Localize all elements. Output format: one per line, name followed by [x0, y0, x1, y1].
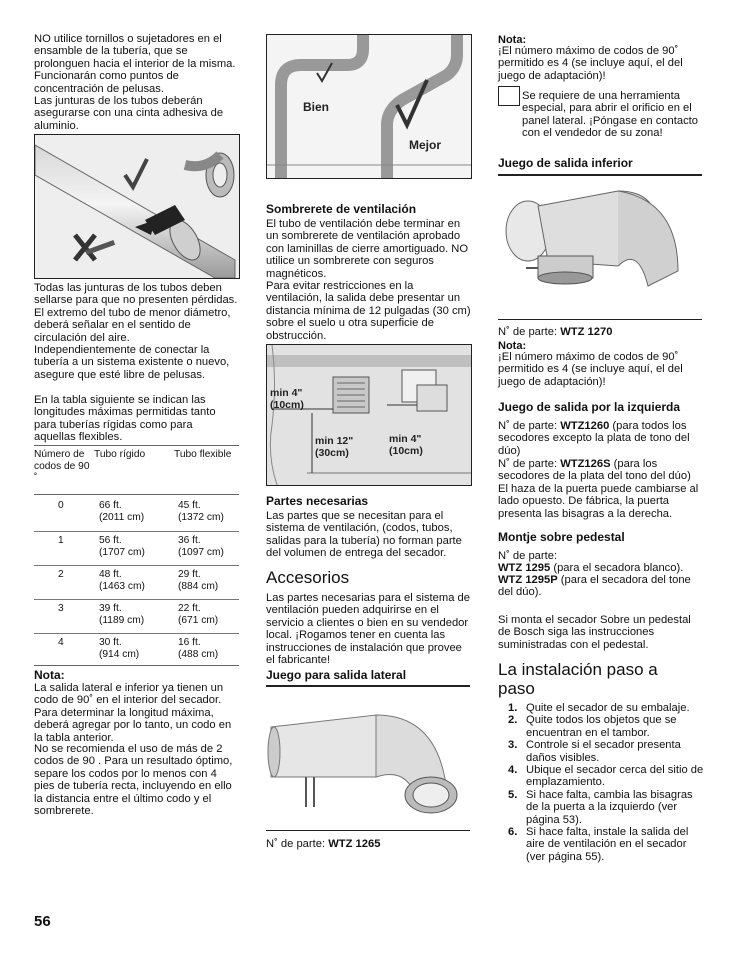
cell-rigid-ft: 30 ft.	[99, 637, 122, 648]
bottom-kit-part-number: WTZ 1270	[560, 326, 613, 338]
dim-min-4-top: min 4"	[270, 387, 303, 399]
step-text: Si hace falta, cambia las bisagras de la puerta a la izquierdo (ver página 53).	[526, 788, 693, 826]
cell-rigid-cm: (1463 cm)	[99, 581, 145, 592]
tool-note-text: Se requiere de una herramienta especial, para abrir el orificio en el panel lateral. ¡Póngase en contacto con el vendedor de su zona!	[522, 90, 699, 140]
install-step	[508, 714, 704, 739]
table-intro-text: En la tabla siguiente se indican las longitudes máximas permitidas tanto para tuberías rígidas como para aquellas flexibles.	[34, 394, 216, 444]
pedestal-part-2-number: WTZ 1295P	[498, 574, 558, 586]
vent-hood-text-2: Para evitar restricciones en la ventilación, la salida debe presentar un distancia mínima de 12 pulgadas (30 cm) sobre el suelo u otra superficie de obstrucción.	[266, 280, 471, 342]
note-text-1: La salida lateral e inferior ya tienen un codo de 90˚ en el interior del secador. Para determinar la longitud máxima, deberá agregar por lo tanto, un codo en la tabla anterior.	[34, 682, 232, 744]
clearance-illustration	[267, 345, 471, 485]
pedestal-part-1	[498, 562, 703, 574]
cell-flex-cm: (884 cm)	[178, 581, 219, 592]
cell-elbows: 3	[58, 603, 64, 614]
step-text: Quite todos los objetos que se encuentran en el tambor.	[526, 714, 677, 739]
side-kit-heading: Juego para salida lateral	[266, 668, 407, 682]
parts-heading: Partes necesarias	[266, 494, 369, 508]
dim-10cm-side: (10cm)	[389, 445, 423, 457]
col-header-rigid: Tubo rígido	[94, 449, 146, 460]
install-step	[508, 702, 704, 714]
cell-flex-cm: (488 cm)	[178, 649, 219, 660]
side-kit-illustration	[266, 687, 470, 827]
side-kit-part	[266, 838, 380, 850]
cell-rigid-ft: 66 ft.	[99, 500, 122, 511]
dim-30cm: (30cm)	[315, 447, 349, 459]
table-row	[34, 633, 239, 660]
parts-text: Las partes que se necesitan para el sistema de ventilación, (codos, tubos, salidas para la tubería) no forman parte del volumen de entrega del secador.	[266, 510, 462, 560]
cell-flex-ft: 22 ft.	[178, 603, 201, 614]
page-number: 56	[34, 913, 51, 930]
step-text: Quite el secador de su embalaje.	[526, 702, 690, 714]
dim-min-4-side: min 4"	[389, 433, 422, 445]
step-number: 5.	[508, 788, 518, 801]
note2-text: ¡El número máximo de codos de 90˚ permitido es 4 (se incluye aquí, el del juego de adaptación)!	[498, 351, 683, 388]
side-kit-figure	[266, 685, 470, 831]
table-row	[34, 599, 239, 626]
cell-rigid-cm: (914 cm)	[99, 649, 140, 660]
cell-rigid-ft: 48 ft.	[99, 569, 122, 580]
cell-flex-cm: (1372 cm)	[178, 512, 224, 523]
screws-warning: NO utilice tornillos o sujetadores en el ensamble de la tubería, que se prolonguen hacia el interior de la misma. Funcionarán como puntos de concentración de pelusas.	[34, 33, 236, 95]
joint-seal-text: Todas las junturas de los tubos deben sellarse para que no presenten pérdidas. El extremo del tubo de menor diámetro, deberá señalar en el sentido de circulación del aire.	[34, 282, 238, 344]
step-text: Ubique el secador cerca del sitio de emplazamiento.	[526, 764, 704, 789]
cell-flex-cm: (671 cm)	[178, 615, 219, 626]
vent-hood-heading: Sombrerete de ventilación	[266, 202, 417, 216]
duct-joint-illustration	[35, 135, 239, 278]
install-heading: La instalación paso a paso	[498, 660, 658, 698]
pedestal-part-1-number: WTZ 1295	[498, 562, 551, 574]
door-hinge-text: El haza de la puerta puede cambiarse al lado opuesto. De fábrica, la puerta presenta las bisagras a la derecha.	[498, 483, 699, 520]
left-exit-part-2	[498, 458, 703, 483]
cell-flex-cm: (1097 cm)	[178, 547, 224, 558]
accessories-text: Las partes necesarias para el sistema de ventilación pueden adquirirse en el servicio a clientes o bien en su vendedor local. ¡Rogamos tener en cuenta las instrucciones de instalación que provee el fabricante!	[266, 592, 470, 667]
dim-10cm-top: (10cm)	[270, 399, 304, 411]
cell-elbows: 4	[58, 637, 64, 648]
pedestal-text: Si monta el secador Sobre un pedestal de Bosch siga las instrucciones suministradas con el pedestal.	[498, 614, 691, 651]
pedestal-part-label: N˚ de parte:	[498, 550, 558, 562]
left-exit-part-2-number: WTZ126S	[560, 458, 611, 470]
install-steps-list	[508, 702, 704, 863]
label-better: Mejor	[409, 138, 442, 152]
cell-flex-ft: 29 ft.	[178, 569, 201, 580]
install-step	[508, 789, 704, 826]
cell-rigid-cm: (2011 cm)	[99, 512, 145, 523]
tape-instruction: Las junturas de los tubos deberán asegurarse con una cinta adhesiva de aluminio.	[34, 95, 224, 132]
left-exit-part-1-label: N˚ de parte:	[498, 420, 561, 432]
note-heading-right: Nota:	[498, 34, 527, 46]
side-kit-part-number: WTZ 1265	[328, 838, 381, 850]
side-kit-part-label: N˚ de parte:	[266, 838, 329, 850]
step-text: Si hace falta, instale la salida del aire de ventilación en el secador (ver página 55).	[526, 826, 689, 863]
left-exit-part-2-label: N˚ de parte:	[498, 458, 561, 470]
table-bottom-rule	[34, 665, 239, 666]
left-exit-part-2-desc: (para los secodores de la plata del tono del dúo)	[498, 458, 691, 483]
cell-rigid-ft: 39 ft.	[99, 603, 122, 614]
col-header-elbows: Número de codos de 90 ˚	[34, 449, 90, 484]
tool-note-marker	[498, 86, 520, 106]
bottom-kit-illustration	[498, 176, 702, 316]
install-step	[508, 739, 704, 764]
left-exit-part-1	[498, 420, 703, 457]
cell-elbows: 1	[58, 535, 64, 546]
cell-flex-ft: 36 ft.	[178, 535, 201, 546]
left-exit-part-1-number: WTZ1260	[560, 420, 610, 432]
note-heading-left: Nota:	[34, 668, 65, 682]
install-step	[508, 764, 704, 789]
table-top-rule	[34, 445, 239, 446]
note2-heading: Nota:	[498, 340, 527, 352]
cell-elbows: 0	[58, 500, 64, 511]
bottom-kit-heading: Juego de salida inferior	[498, 156, 633, 170]
install-step	[508, 826, 704, 863]
cell-rigid-ft: 56 ft.	[99, 535, 122, 546]
vent-routing-illustration	[267, 35, 471, 178]
col-header-flexible: Tubo flexible	[174, 449, 232, 460]
left-exit-part-1-desc: (para todos los secodores excepto la plata de tono del dúo)	[498, 420, 690, 457]
cell-rigid-cm: (1707 cm)	[99, 547, 145, 558]
pedestal-part-2-desc: (para el secadora del tone del dúo).	[498, 574, 691, 599]
step-number: 3.	[508, 739, 518, 752]
bottom-kit-figure	[498, 174, 702, 320]
note-right-text: ¡El número máximo de codos de 90˚ permitido es 4 (se incluye aquí, el del juego de adaptación)!	[498, 45, 683, 82]
step-number: 4.	[508, 764, 518, 777]
duct-joint-figure	[34, 134, 240, 279]
note-text-2: No se recomienda el uso de más de 2 codos de 90 . Para un resultado óptimo, separe los codos por lo menos con 4 pies de tubería recta, incluyendo en ello la distancia entre el último codo y el sombrerete.	[34, 743, 233, 818]
accessories-heading: Accesorios	[266, 568, 350, 587]
dim-min-12: min 12"	[315, 435, 354, 447]
table-header	[34, 449, 239, 485]
bottom-kit-part-label: N˚ de parte:	[498, 326, 561, 338]
pedestal-heading: Montje sobre pedestal	[498, 530, 625, 544]
lint-free-text: Independientemente de conectar la tubería a un sistema existente o nuevo, asegure que esté libre de pelusas.	[34, 344, 230, 381]
step-number: 6.	[508, 826, 518, 839]
duct-length-table	[34, 445, 239, 660]
vent-routing-figure	[266, 34, 472, 179]
vent-hood-text-1: El tubo de ventilación debe terminar en un sombrerete de ventilación aprobado con laminillas de cierre amortiguado. NO utilice un sombrerete con seguros magnéticos.	[266, 218, 469, 280]
cell-flex-ft: 16 ft.	[178, 637, 201, 648]
step-text: Controle si el secador presenta daños visibles.	[526, 739, 681, 764]
table-header-rule	[34, 494, 239, 495]
table-row	[34, 531, 239, 558]
cell-rigid-cm: (1189 cm)	[99, 615, 145, 626]
pedestal-part-2	[498, 574, 703, 599]
left-exit-heading: Juego de salida por la izquierda	[498, 400, 681, 414]
label-good: Bien	[303, 100, 330, 114]
cell-flex-ft: 45 ft.	[178, 500, 201, 511]
pedestal-part-1-desc: (para el secadora blanco).	[550, 562, 684, 574]
clearance-figure	[266, 344, 472, 486]
cell-elbows: 2	[58, 569, 64, 580]
step-number: 1.	[508, 702, 518, 714]
table-row	[34, 565, 239, 592]
step-number: 2.	[508, 714, 518, 727]
bottom-kit-part	[498, 326, 612, 338]
